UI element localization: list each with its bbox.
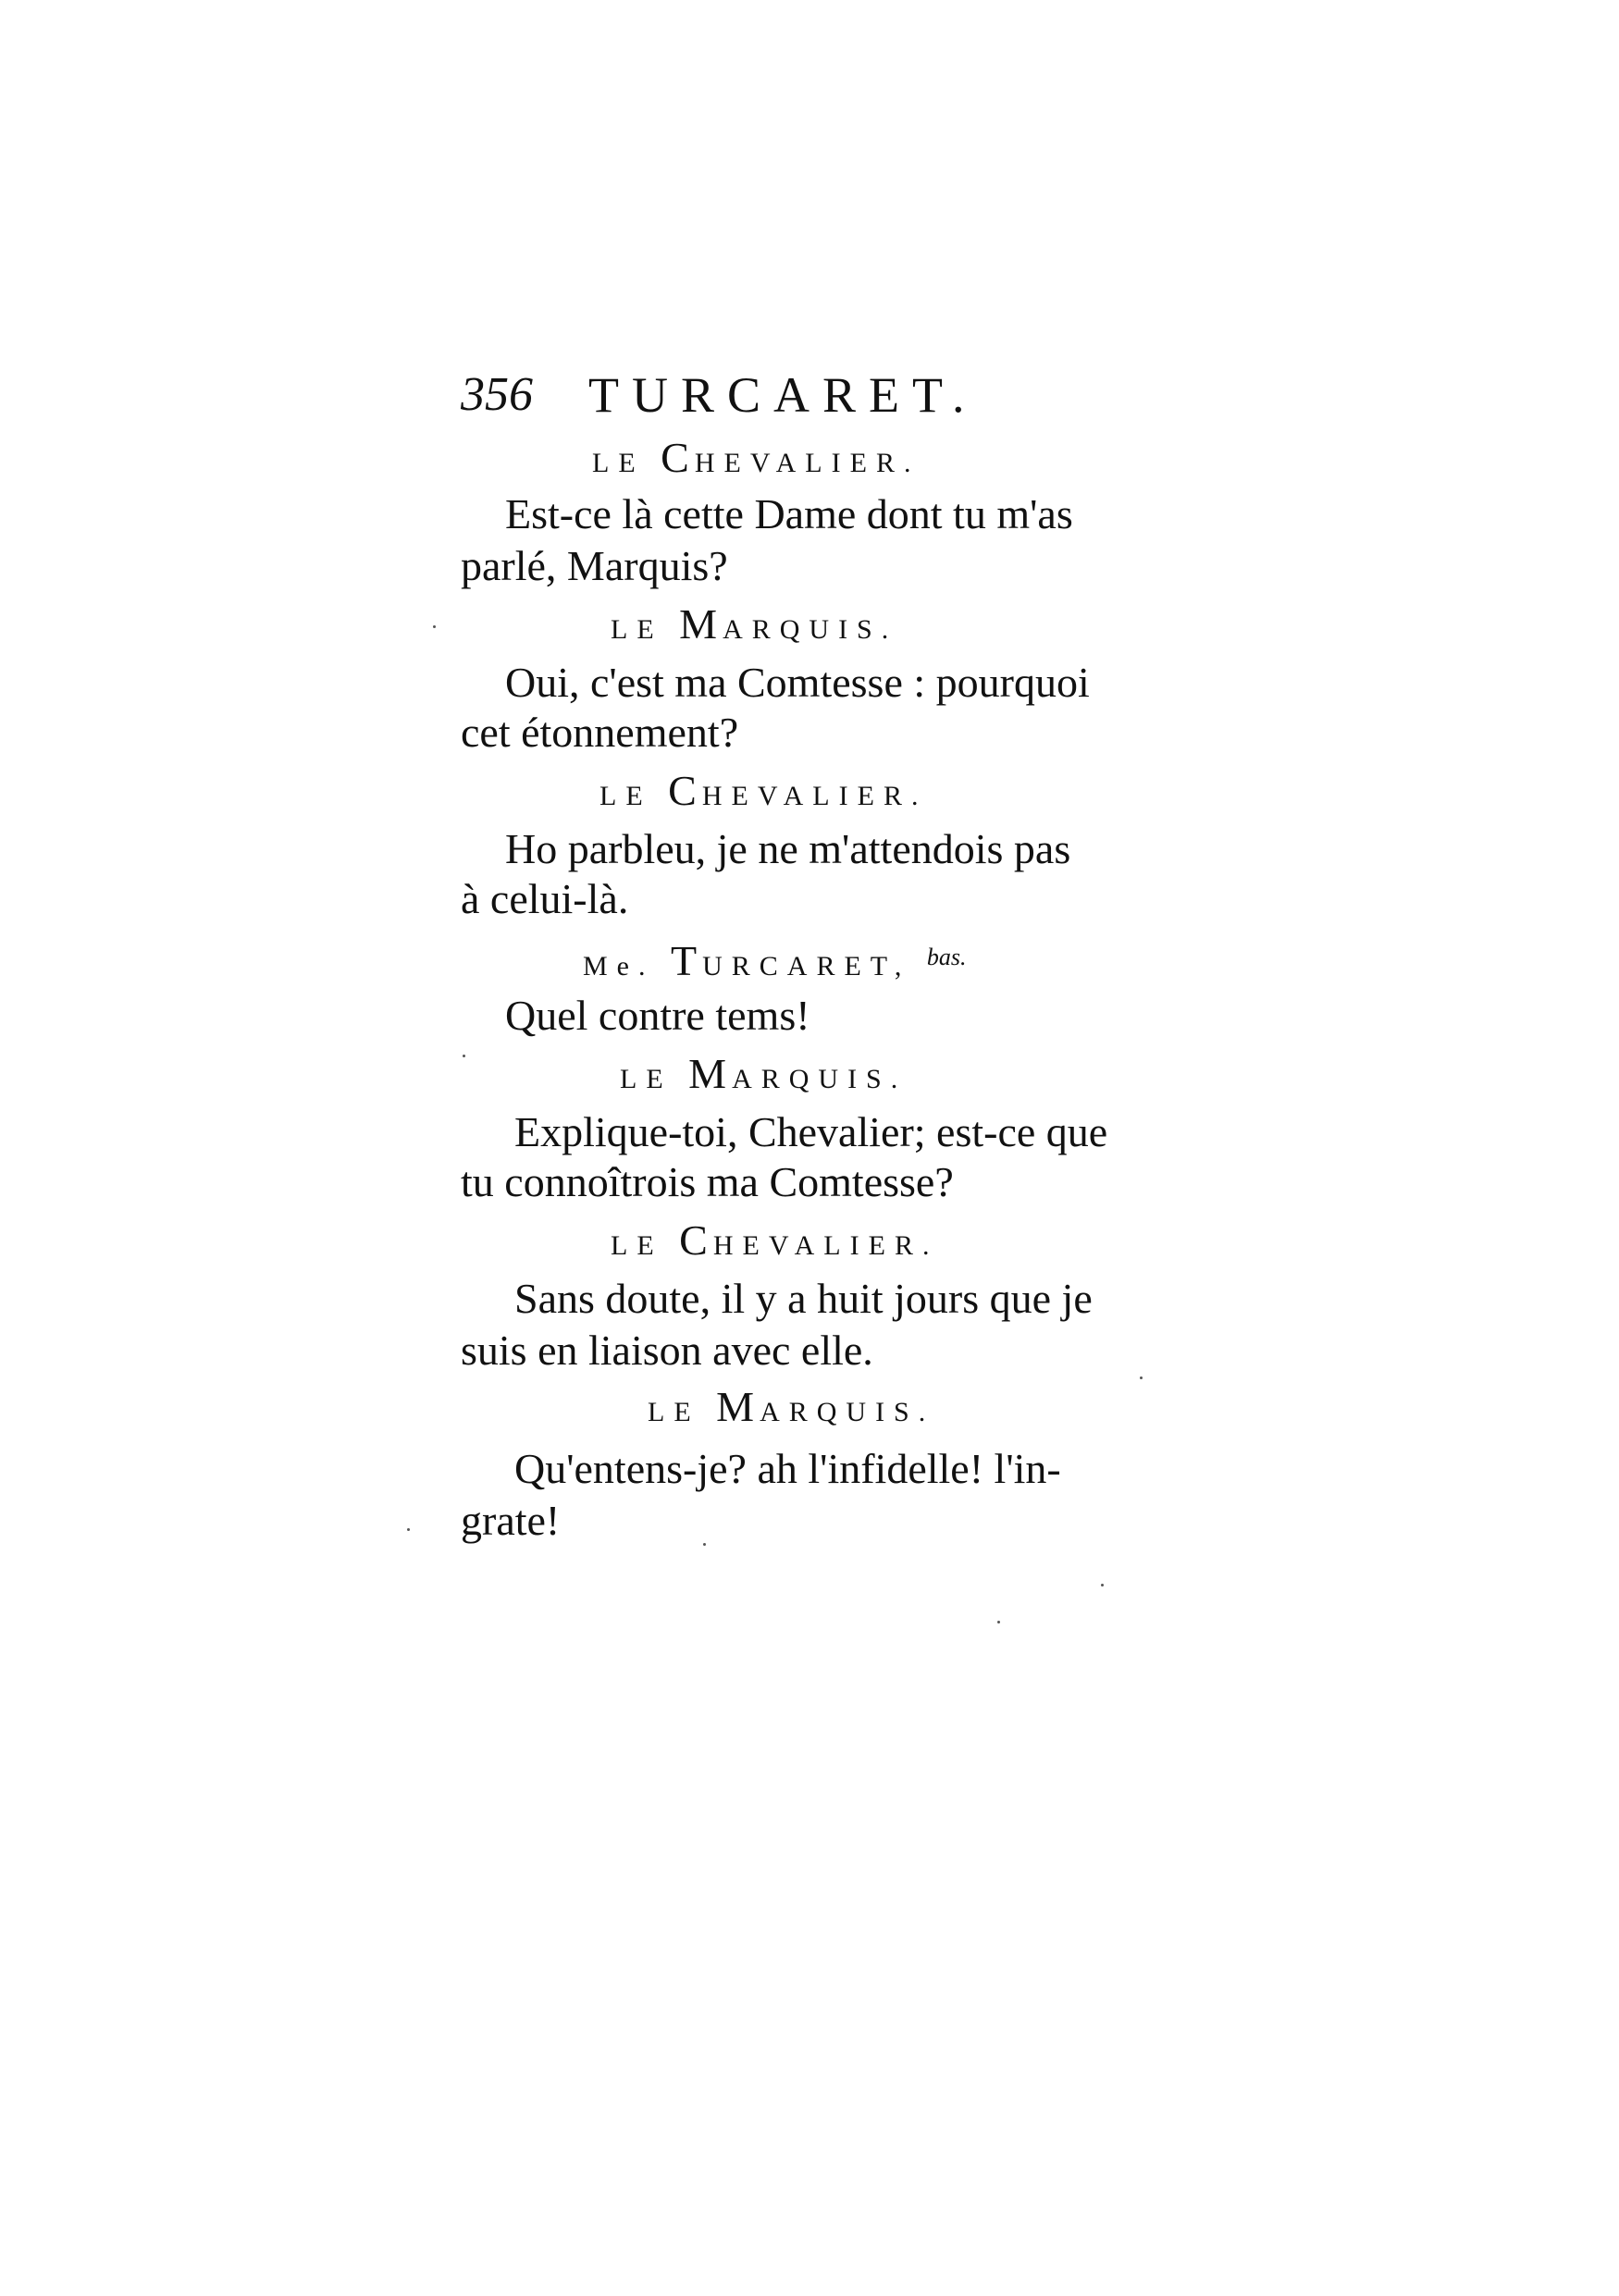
dialogue-line: suis en liaison avec elle.	[461, 1327, 873, 1374]
dialogue-line: Quel contre tems!	[505, 992, 810, 1039]
dialogue-line: Explique-toi, Chevalier; est-ce que	[514, 1108, 1108, 1155]
scan-speck	[433, 625, 436, 628]
scan-speck	[407, 1528, 410, 1531]
running-title: TURCARET.	[588, 367, 978, 423]
running-header	[461, 363, 1053, 427]
dialogue-line: grate!	[461, 1497, 561, 1544]
dialogue-line: Oui, c'est ma Comtesse : pourquoi	[505, 659, 1090, 706]
scan-speck	[703, 1543, 706, 1546]
speaker-heading: LE MARQUIS.	[648, 1383, 935, 1430]
scan-speck	[1140, 1376, 1143, 1379]
dialogue-line: Est-ce là cette Dame dont tu m'as	[505, 490, 1073, 537]
dialogue-line: cet étonnement?	[461, 709, 739, 756]
dialogue-line: Ho parbleu, je ne m'attendois pas	[505, 825, 1071, 872]
scan-speck	[997, 1621, 1000, 1623]
scan-speck	[463, 1055, 465, 1057]
speaker-heading: LE CHEVALIER.	[599, 767, 928, 814]
scan-speck	[1101, 1584, 1104, 1586]
dialogue-line: à celui-là.	[461, 875, 629, 922]
page-number: 356	[461, 368, 533, 421]
dialogue-line: tu connoîtrois ma Comtesse?	[461, 1158, 954, 1205]
speaker-heading: Me. TURCARET, bas.	[583, 937, 967, 984]
speaker-heading: LE CHEVALIER.	[611, 1216, 939, 1264]
speaker-heading: LE MARQUIS.	[620, 1050, 908, 1097]
speaker-heading: LE CHEVALIER.	[592, 434, 921, 481]
dialogue-line: Qu'entens-je? ah l'infidelle! l'in-	[514, 1445, 1061, 1492]
dialogue-line: Sans doute, il y a huit jours que je	[514, 1275, 1093, 1322]
dialogue-line: parlé, Marquis?	[461, 542, 728, 589]
speaker-heading: LE MARQUIS.	[611, 600, 898, 648]
